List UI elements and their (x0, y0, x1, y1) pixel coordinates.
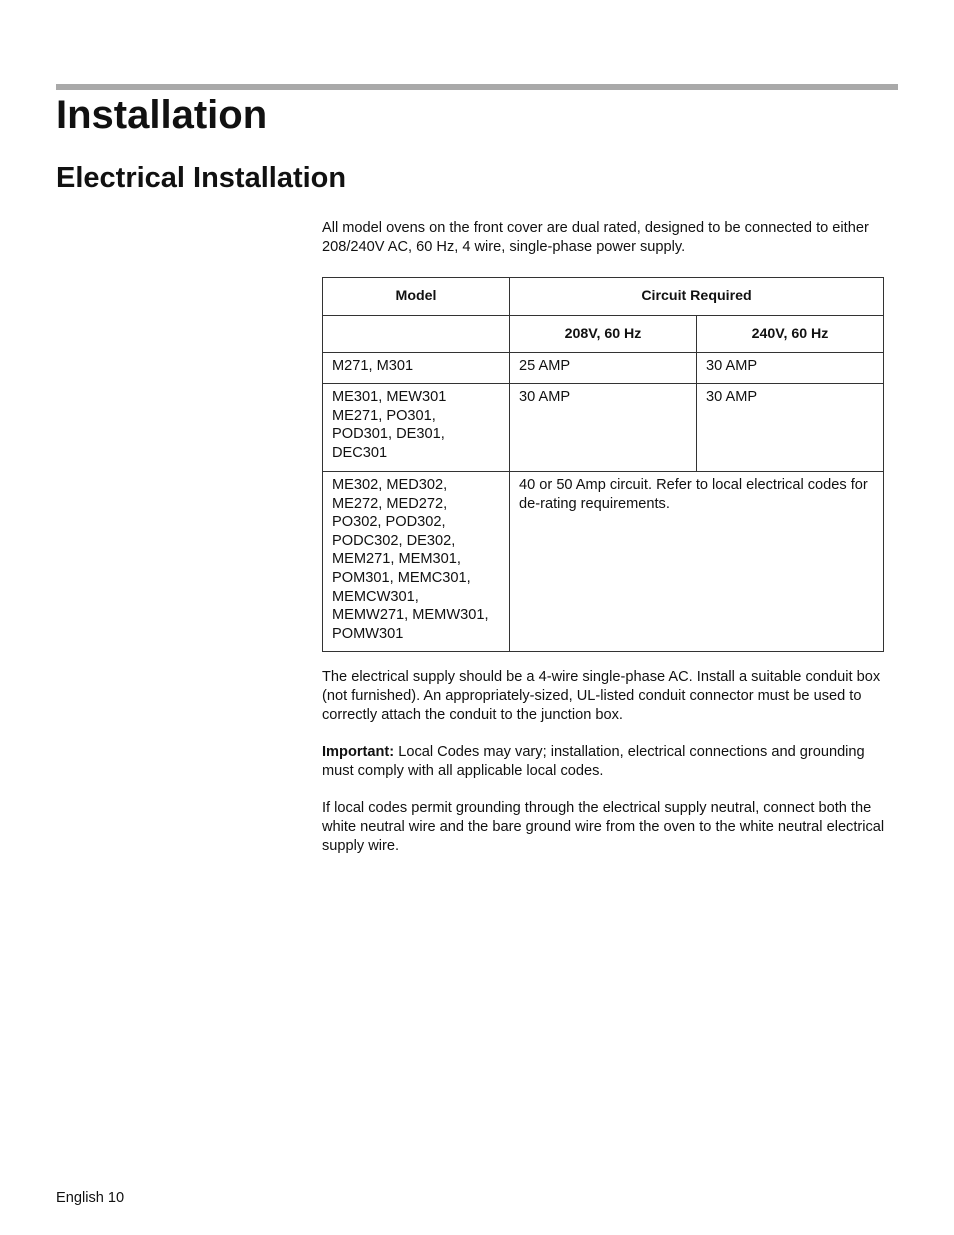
section-title: Electrical Installation (56, 162, 347, 194)
model-line: POMW301 (332, 625, 404, 642)
model-line: ME272, MED272, (332, 495, 448, 512)
table-subheader-row (323, 316, 884, 353)
model-line: M271, M301 (332, 358, 414, 374)
model-cell (323, 472, 510, 652)
model-line: DEC301 (332, 444, 388, 461)
model-cell (323, 353, 510, 384)
model-line: PO302, POD302, (332, 514, 446, 531)
amp-240-cell: 30 AMP (697, 384, 884, 472)
header-240v: 240V, 60 Hz (697, 316, 884, 353)
model-line: PODC302, DE302, (332, 532, 456, 549)
model-line: MEMCW301, (332, 588, 419, 605)
header-208v: 208V, 60 Hz (510, 316, 697, 353)
page-title: Installation (56, 93, 268, 137)
model-line: MEM271, MEM301, (332, 551, 461, 568)
important-text: Local Codes may vary; installation, electrical connections and grounding must comply with all applicable local codes. (322, 744, 865, 779)
model-line: ME271, PO301, (332, 407, 436, 424)
table-row (323, 353, 884, 384)
model-line: POM301, MEMC301, (332, 569, 471, 586)
header-blank-cell (323, 316, 510, 353)
table-row (323, 472, 884, 652)
amp-208-cell: 30 AMP (510, 384, 697, 472)
model-cell (323, 384, 510, 472)
model-line: POD301, DE301, (332, 426, 445, 443)
circuit-note-cell: 40 or 50 Amp circuit. Refer to local electrical codes for de-rating requirements. (510, 472, 884, 652)
header-circuit-required: Circuit Required (510, 278, 884, 316)
model-line: ME302, MED302, (332, 477, 448, 493)
table-row (323, 384, 884, 472)
amp-208-cell: 25 AMP (510, 353, 697, 384)
circuit-requirements-table (322, 277, 884, 652)
amp-240-cell: 30 AMP (697, 353, 884, 384)
supply-paragraph: The electrical supply should be a 4-wire single-phase AC. Install a suitable conduit box (not furnished). An appropriately-sized, UL-listed conduit connector must be used to correctly attach the conduit to the junction box. (322, 669, 881, 723)
intro-paragraph: All model ovens on the front cover are dual rated, designed to be connected to either 208/240V AC, 60 Hz, 4 wire, single-phase power supply. (322, 220, 869, 255)
grounding-paragraph: If local codes permit grounding through the electrical supply neutral, connect both the white neutral wire and the bare ground wire from the oven to the white neutral electrical supply wire. (322, 800, 885, 854)
page-footer: English 10 (56, 1190, 125, 1206)
model-line: MEMW271, MEMW301, (332, 607, 489, 624)
model-line: ME301, MEW301 (332, 389, 447, 405)
table-header-row (323, 278, 884, 316)
header-model: Model (323, 278, 510, 316)
important-paragraph (322, 743, 894, 781)
important-label: Important: (322, 744, 395, 760)
